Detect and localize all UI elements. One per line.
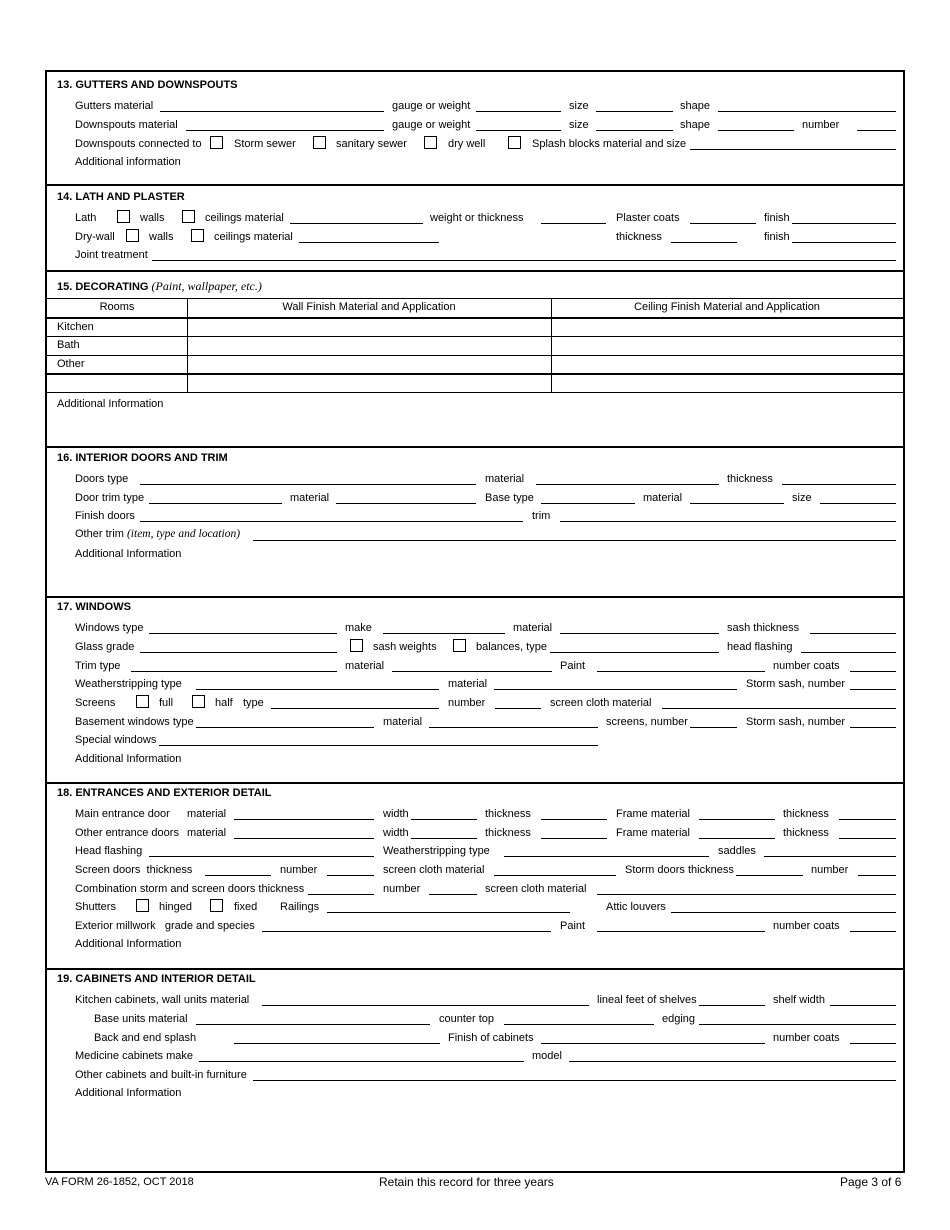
glass-grade-field[interactable] — [140, 652, 337, 653]
section-13-heading: 13. GUTTERS AND DOWNSPOUTS — [57, 79, 238, 91]
section-13-additional-label: Additional information — [75, 156, 181, 168]
windows-trim-material-label: material — [345, 660, 385, 672]
section-19-additional-label: Additional Information — [75, 1087, 182, 1099]
windows-weatherstripping-material-field[interactable] — [494, 689, 737, 690]
windows-material-label: material — [513, 622, 553, 634]
windows-make-label: make — [345, 622, 372, 634]
downspouts-connected-label: Downspouts connected to — [75, 138, 202, 150]
downspouts-shape-label: shape — [680, 119, 710, 131]
other-entrance-material-label: material — [187, 827, 227, 839]
storm-doors-number-label: number — [811, 864, 849, 876]
screens-half-checkbox[interactable] — [192, 695, 205, 708]
combination-number-label: number — [383, 883, 421, 895]
medicine-model-label: model — [532, 1050, 562, 1062]
section-15-additional-label: Additional Information — [57, 398, 164, 410]
gutters-gauge-label: gauge or weight — [392, 100, 471, 112]
screens-full-checkbox[interactable] — [136, 695, 149, 708]
entrance-weatherstripping-field[interactable] — [504, 856, 709, 857]
shutters-fixed-checkbox[interactable] — [210, 899, 223, 912]
door-trim-type-field[interactable] — [149, 503, 282, 504]
main-entrance-thickness-field[interactable] — [541, 819, 607, 820]
gutters-gauge-field[interactable] — [476, 111, 561, 112]
screens-type-label: type — [243, 697, 264, 709]
downspouts-gauge-field[interactable] — [476, 130, 561, 131]
dry-wall-label: Dry-wall — [75, 231, 115, 243]
downspouts-number-label: number — [802, 119, 840, 131]
entrance-weatherstripping-label: Weatherstripping type — [383, 845, 490, 857]
other-frame-thickness-field[interactable] — [839, 838, 896, 839]
back-splash-label: Back and end splash — [94, 1032, 197, 1044]
section-19-heading: 19. CABINETS AND INTERIOR DETAIL — [57, 973, 256, 985]
dry-well-checkbox[interactable] — [424, 136, 437, 149]
base-size-field[interactable] — [820, 503, 896, 504]
dry-wall-finish-label: finish — [764, 231, 790, 243]
downspouts-material-label: Downspouts material — [75, 119, 178, 131]
downspouts-shape-field[interactable] — [718, 130, 794, 131]
screen-doors-thickness-field[interactable] — [205, 875, 271, 876]
screen-cloth-field[interactable] — [662, 708, 896, 709]
other-cabinets-label: Other cabinets and built-in furniture — [75, 1069, 247, 1081]
dry-wall-walls-checkbox[interactable] — [126, 229, 139, 242]
doors-type-label: Doors type — [75, 473, 129, 485]
section-17-heading: 17. WINDOWS — [57, 601, 131, 613]
screen-doors-thickness-label: Screen doors thickness — [75, 864, 193, 876]
section-14-heading: 14. LATH AND PLASTER — [57, 191, 185, 203]
finish-cabinets-field[interactable] — [541, 1043, 765, 1044]
cabinets-number-coats-label: number coats — [773, 1032, 840, 1044]
shutters-hinged-label: hinged — [159, 901, 193, 913]
divider — [47, 184, 903, 186]
millwork-number-coats-field[interactable] — [850, 931, 896, 932]
saddles-label: saddles — [718, 845, 756, 857]
section-17-additional-label: Additional Information — [75, 753, 182, 765]
decorating-row-bath: Bath — [57, 339, 80, 351]
splash-blocks-checkbox[interactable] — [508, 136, 521, 149]
joint-treatment-label: Joint treatment — [75, 249, 148, 261]
basement-storm-sash-label: Storm sash, number — [746, 716, 846, 728]
other-frame-material-field[interactable] — [699, 838, 775, 839]
lath-walls-checkbox[interactable] — [117, 210, 130, 223]
balances-type-field[interactable] — [550, 652, 719, 653]
table-column-divider — [187, 298, 188, 392]
millwork-paint-field[interactable] — [597, 931, 765, 932]
counter-top-field[interactable] — [504, 1024, 654, 1025]
exterior-millwork-field[interactable] — [262, 931, 551, 932]
balances-checkbox[interactable] — [453, 639, 466, 652]
downspouts-size-label: size — [569, 119, 589, 131]
doors-thickness-label: thickness — [727, 473, 773, 485]
other-entrance-material-field[interactable] — [234, 838, 374, 839]
head-flashing-label: Head flashing — [75, 845, 143, 857]
divider — [47, 446, 903, 448]
shelf-width-field[interactable] — [830, 1005, 896, 1006]
combination-doors-label: Combination storm and screen doors thickness — [75, 883, 305, 895]
kitchen-wall-units-label: Kitchen cabinets, wall units material — [75, 994, 250, 1006]
windows-trim-type-label: Trim type — [75, 660, 121, 672]
doors-material-label: material — [485, 473, 525, 485]
dry-wall-ceilings-material-field[interactable] — [299, 242, 439, 243]
kitchen-wall-units-field[interactable] — [262, 1005, 589, 1006]
edging-field[interactable] — [699, 1024, 896, 1025]
table-column-divider — [551, 298, 552, 392]
table-border — [47, 373, 903, 375]
dry-well-label: dry well — [448, 138, 486, 150]
sash-weights-checkbox[interactable] — [350, 639, 363, 652]
windows-storm-sash-label: Storm sash, number — [746, 678, 846, 690]
combination-number-field[interactable] — [429, 894, 477, 895]
table-border — [47, 317, 903, 319]
main-entrance-label: Main entrance door — [75, 808, 170, 820]
windows-make-field[interactable] — [383, 633, 505, 634]
counter-top-label: counter top — [439, 1013, 495, 1025]
main-frame-thickness-field[interactable] — [839, 819, 896, 820]
gutters-shape-field[interactable] — [718, 111, 896, 112]
other-trim-note: (item, type and location) — [126, 528, 241, 540]
gutters-material-label: Gutters material — [75, 100, 154, 112]
section-18-additional-label: Additional Information — [75, 938, 182, 950]
gutters-material-field[interactable] — [160, 111, 384, 112]
storm-sewer-label: Storm sewer — [234, 138, 296, 150]
table-border — [47, 336, 903, 337]
medicine-make-label: Medicine cabinets make — [75, 1050, 194, 1062]
attic-louvers-field[interactable] — [671, 912, 896, 913]
windows-head-flashing-field[interactable] — [801, 652, 896, 653]
splash-blocks-label: Splash blocks material and size — [532, 138, 687, 150]
screen-doors-number-field[interactable] — [327, 875, 374, 876]
base-material-label: material — [643, 492, 683, 504]
door-trim-material-field[interactable] — [336, 503, 476, 504]
screens-half-label: half — [215, 697, 233, 709]
lath-walls-label: walls — [140, 212, 165, 224]
lath-ceilings-material-field[interactable] — [290, 223, 423, 224]
main-frame-thickness-label: thickness — [783, 808, 829, 820]
other-trim-label: Other trim (item, type and location) — [75, 528, 241, 540]
screens-number-label: number — [448, 697, 486, 709]
dry-wall-thickness-label: thickness — [616, 231, 662, 243]
section-16-additional-label: Additional Information — [75, 548, 182, 560]
millwork-number-coats-label: number coats — [773, 920, 840, 932]
dry-wall-ceilings-material-label: ceilings material — [214, 231, 293, 243]
section-15-heading-note: (Paint, wallpaper, etc.) — [151, 279, 262, 293]
divider — [47, 596, 903, 598]
door-trim-type-label: Door trim type — [75, 492, 145, 504]
weight-thickness-field[interactable] — [541, 223, 606, 224]
screen-doors-number-label: number — [280, 864, 318, 876]
section-18-heading: 18. ENTRANCES AND EXTERIOR DETAIL — [57, 787, 272, 799]
weight-thickness-label: weight or thickness — [430, 212, 524, 224]
dry-wall-thickness-field[interactable] — [671, 242, 737, 243]
lineal-feet-label: lineal feet of shelves — [597, 994, 697, 1006]
base-material-field[interactable] — [690, 503, 784, 504]
section-15-heading: 15. DECORATING (Paint, wallpaper, etc.) — [57, 279, 262, 293]
other-entrance-thickness-field[interactable] — [541, 838, 607, 839]
screen-doors-cloth-field[interactable] — [494, 875, 616, 876]
table-border — [47, 298, 903, 299]
windows-type-field[interactable] — [149, 633, 337, 634]
other-frame-material-label: Frame material — [616, 827, 690, 839]
cabinets-number-coats-field[interactable] — [850, 1043, 896, 1044]
decorating-row-other: Other — [57, 358, 85, 370]
windows-type-label: Windows type — [75, 622, 144, 634]
windows-storm-sash-field[interactable] — [850, 689, 896, 690]
sanitary-sewer-checkbox[interactable] — [313, 136, 326, 149]
base-type-label: Base type — [485, 492, 534, 504]
screen-doors-cloth-label: screen cloth material — [383, 864, 485, 876]
finish-doors-label: Finish doors — [75, 510, 135, 522]
main-entrance-width-label: width — [383, 808, 409, 820]
windows-weatherstripping-material-label: material — [448, 678, 488, 690]
doors-type-field[interactable] — [140, 484, 476, 485]
storm-sewer-checkbox[interactable] — [210, 136, 223, 149]
lath-finish-label: finish — [764, 212, 790, 224]
lath-label: Lath — [75, 212, 97, 224]
screen-cloth-label: screen cloth material — [550, 697, 652, 709]
basement-material-label: material — [383, 716, 423, 728]
lineal-feet-field[interactable] — [699, 1005, 765, 1006]
doors-material-field[interactable] — [536, 484, 719, 485]
table-border — [47, 392, 903, 393]
gutters-shape-label: shape — [680, 100, 710, 112]
decorating-col-ceiling: Ceiling Finish Material and Application — [634, 301, 820, 313]
table-border — [47, 355, 903, 356]
downspouts-material-field[interactable] — [186, 130, 384, 131]
sash-weights-label: sash weights — [373, 641, 437, 653]
other-entrance-width-label: width — [383, 827, 409, 839]
combination-thickness-field[interactable] — [308, 894, 374, 895]
main-frame-material-field[interactable] — [699, 819, 775, 820]
form-frame — [45, 70, 905, 1173]
basement-windows-field[interactable] — [196, 727, 374, 728]
screens-number-basement-field[interactable] — [690, 727, 737, 728]
finish-cabinets-label: Finish of cabinets — [448, 1032, 534, 1044]
attic-louvers-label: Attic louvers — [606, 901, 666, 913]
basement-windows-label: Basement windows type — [75, 716, 194, 728]
other-entrance-width-field[interactable] — [411, 838, 477, 839]
screens-number-field[interactable] — [495, 708, 541, 709]
basement-material-field[interactable] — [429, 727, 598, 728]
sash-thickness-label: sash thickness — [727, 622, 800, 634]
lath-ceilings-material-label: ceilings material — [205, 212, 284, 224]
base-size-label: size — [792, 492, 812, 504]
form-id: VA FORM 26-1852, OCT 2018 — [45, 1176, 194, 1188]
storm-doors-number-field[interactable] — [858, 875, 896, 876]
shutters-hinged-checkbox[interactable] — [136, 899, 149, 912]
lath-finish-field[interactable] — [792, 223, 896, 224]
page-number: Page 3 of 6 — [840, 1175, 902, 1189]
plaster-coats-label: Plaster coats — [616, 212, 680, 224]
other-entrance-label: Other entrance doors — [75, 827, 179, 839]
storm-doors-thickness-label: Storm doors thickness — [625, 864, 734, 876]
millwork-paint-label: Paint — [560, 920, 586, 932]
other-cabinets-field[interactable] — [253, 1080, 896, 1081]
main-frame-material-label: Frame material — [616, 808, 690, 820]
balances-type-label: balances, type — [476, 641, 547, 653]
screens-label: Screens — [75, 697, 116, 709]
head-flashing-field[interactable] — [149, 856, 374, 857]
base-units-label: Base units material — [94, 1013, 188, 1025]
finish-trim-label: trim — [532, 510, 551, 522]
door-trim-material-label: material — [290, 492, 330, 504]
windows-weatherstripping-label: Weatherstripping type — [75, 678, 182, 690]
decorating-col-rooms: Rooms — [99, 301, 135, 313]
main-entrance-thickness-label: thickness — [485, 808, 531, 820]
joint-treatment-field[interactable] — [152, 260, 896, 261]
sash-thickness-field[interactable] — [810, 633, 896, 634]
divider — [47, 270, 903, 272]
divider — [47, 782, 903, 784]
windows-paint-label: Paint — [560, 660, 586, 672]
medicine-model-field[interactable] — [569, 1061, 896, 1062]
windows-number-coats-label: number coats — [773, 660, 840, 672]
section-16-heading: 16. INTERIOR DOORS AND TRIM — [57, 452, 228, 464]
finish-trim-field[interactable] — [560, 521, 896, 522]
dry-wall-ceilings-checkbox[interactable] — [191, 229, 204, 242]
sanitary-sewer-label: sanitary sewer — [336, 138, 407, 150]
combination-cloth-field[interactable] — [597, 894, 896, 895]
retention-note: Retain this record for three years — [379, 1175, 554, 1189]
finish-doors-field[interactable] — [140, 521, 523, 522]
railings-label: Railings — [280, 901, 320, 913]
base-type-field[interactable] — [541, 503, 635, 504]
main-entrance-material-field[interactable] — [234, 819, 374, 820]
combination-cloth-label: screen cloth material — [485, 883, 587, 895]
windows-number-coats-field[interactable] — [850, 671, 896, 672]
shelf-width-label: shelf width — [773, 994, 825, 1006]
divider — [47, 968, 903, 970]
basement-storm-sash-field[interactable] — [850, 727, 896, 728]
windows-head-flashing-label: head flashing — [727, 641, 793, 653]
decorating-row-kitchen: Kitchen — [57, 321, 94, 333]
storm-doors-thickness-field[interactable] — [736, 875, 803, 876]
windows-weatherstripping-field[interactable] — [196, 689, 439, 690]
shutters-fixed-label: fixed — [234, 901, 258, 913]
windows-trim-type-field[interactable] — [131, 671, 337, 672]
windows-trim-material-field[interactable] — [392, 671, 552, 672]
gutters-size-label: size — [569, 100, 589, 112]
edging-label: edging — [662, 1013, 696, 1025]
splash-blocks-field[interactable] — [690, 149, 896, 150]
exterior-millwork-label: Exterior millwork grade and species — [75, 920, 255, 932]
downspouts-gauge-label: gauge or weight — [392, 119, 471, 131]
dry-wall-walls-label: walls — [149, 231, 174, 243]
plaster-coats-field[interactable] — [690, 223, 756, 224]
other-entrance-thickness-label: thickness — [485, 827, 531, 839]
glass-grade-label: Glass grade — [75, 641, 135, 653]
screens-number-basement-label: screens, number — [606, 716, 688, 728]
base-units-field[interactable] — [196, 1024, 430, 1025]
special-windows-field[interactable] — [159, 745, 598, 746]
decorating-col-wall: Wall Finish Material and Application — [282, 301, 456, 313]
doors-thickness-field[interactable] — [782, 484, 896, 485]
main-entrance-width-field[interactable] — [411, 819, 477, 820]
windows-paint-field[interactable] — [597, 671, 765, 672]
windows-material-field[interactable] — [560, 633, 719, 634]
dry-wall-finish-field[interactable] — [792, 242, 896, 243]
screens-type-field[interactable] — [271, 708, 439, 709]
medicine-make-field[interactable] — [199, 1061, 524, 1062]
downspouts-number-field[interactable] — [857, 130, 896, 131]
lath-ceilings-checkbox[interactable] — [182, 210, 195, 223]
saddles-field[interactable] — [764, 856, 896, 857]
shutters-label: Shutters — [75, 901, 116, 913]
back-splash-field[interactable] — [234, 1043, 440, 1044]
gutters-size-field[interactable] — [596, 111, 673, 112]
other-trim-field[interactable] — [253, 540, 896, 541]
screens-full-label: full — [159, 697, 174, 709]
main-entrance-material-label: material — [187, 808, 227, 820]
downspouts-size-field[interactable] — [596, 130, 673, 131]
other-frame-thickness-label: thickness — [783, 827, 829, 839]
special-windows-label: Special windows — [75, 734, 157, 746]
railings-field[interactable] — [327, 912, 570, 913]
